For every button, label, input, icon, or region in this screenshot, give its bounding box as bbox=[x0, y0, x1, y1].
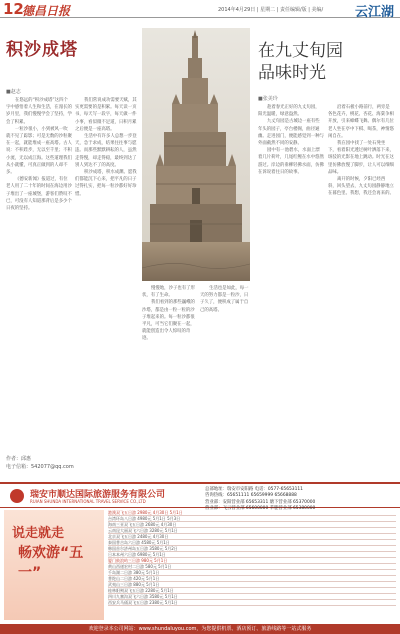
paragraph: 九丈旬园是古城边一座有些年头的园子，亭台楼阁，曲径通幽。走进园门，便能感觉到一种与外面截然不同的安静。 bbox=[258, 119, 324, 147]
ad-phone-line: 咨询热线：65651111 65659999 65668888 bbox=[205, 493, 297, 499]
paragraph: 园中有一池碧水，水面上漂着几片荷叶，几尾红鲤在水中悠然游过。岸边的垂柳轻拂水面，仿佛在诉说着往日的故事。 bbox=[258, 148, 324, 175]
paragraph: 我在园中找了一处石凳坐下，看着阳光透过树叶洒落下来，斑驳的光影在地上跳动。时光在这里仿佛放慢了脚步，让人可以细细品味。 bbox=[328, 141, 394, 175]
table-row: 桂林阳朔双飞五日游 2280元 5月1日 bbox=[108, 588, 396, 594]
paragraph: 积沙成塔，积水成渊。愿我们都能沉下心来，把平凡的日子过得扎实，把每一粒沙都好好珍惜。 bbox=[75, 170, 137, 197]
table-row: 云南昆大丽双飞六日游 3280元 5月1日 bbox=[108, 528, 396, 534]
ad-phone-line: 营业部：飞云营业部 65600000 莘塍营业部 65380000 bbox=[205, 506, 316, 512]
paragraph: 生活中有许多人总想一步登天，急于求成，结果往往事与愿违。而那些默默耕耘的人，虽然走得慢，却走得稳，最终到达了别人到达不了的高度。 bbox=[75, 134, 137, 168]
left-article-title: 积沙成塔 bbox=[6, 40, 78, 60]
table-row: 厦门鼓浪屿三日游 980元 5月1日 bbox=[108, 558, 396, 564]
paragraph: 沿着石板小路前行，两旁是各色花卉，桃花、杏花、海棠争相开放，引来蜂蝶飞舞。偶尔有几位老人坐在亭中下棋、喝茶，神情悠闲自在。 bbox=[328, 105, 394, 139]
paragraph: 生活也是如此，每一天的努力都是一粒沙，日子久了，便积成了属于自己的高塔。 bbox=[200, 286, 249, 313]
header-date-line: 2014年4月29日 | 星期二 | 责任编辑/版 | 美编/ bbox=[218, 7, 324, 13]
table-row: 港澳双飞五日游 2980元 4月30日 5月1日 bbox=[108, 510, 396, 516]
ad-promo-panel bbox=[4, 510, 104, 620]
table-row: 四川九寨沟双飞六日游 3580元 5月1日 bbox=[108, 594, 396, 600]
ad-phone-line: 总部地址：瑞安市安阳路 电话：0577-65653111 bbox=[205, 487, 303, 492]
right-article-title-line-2: 品味时光 bbox=[258, 63, 326, 83]
ad-contact-info bbox=[205, 487, 395, 513]
author-email: 电子信箱：542077@qq.com bbox=[6, 464, 74, 470]
section-title: 云江湖 bbox=[354, 5, 394, 20]
footer-banner: 欢迎登录本公司网站：www.shundaluyou.com，为您提供机票、酒店预订、旅游线路等一站式服务 bbox=[0, 624, 400, 634]
table-row: 台湾环岛八日游 4980元 5月1日 5月3日 bbox=[108, 516, 396, 522]
ad-phone-line: 营业部：安阳营业部 65653311 塘下营业部 65370000 bbox=[205, 499, 316, 505]
sand-castle-photo bbox=[142, 28, 250, 281]
table-row: 泰国普吉岛六日游 4580元 5月1日 bbox=[108, 540, 396, 546]
promo-subtitle: 畅欢游“五一” bbox=[18, 545, 84, 581]
paragraph: 慢慢地，沙子也有了形状，有了生命。 bbox=[142, 286, 195, 299]
ad-company-name-en: RUIAN SHUNDA INTERNATIONAL TRAVEL SERVICE CO.,LTD bbox=[30, 499, 146, 504]
table-row: 北京双飞五日游 2480元 4月30日 bbox=[108, 534, 396, 540]
promo-title: 说走就走 bbox=[12, 526, 65, 541]
table-row: 西安兵马俑双飞五日游 2380元 5月1日 bbox=[108, 600, 396, 606]
table-row: 黄山西递宏村二日游 580元 5月1日 bbox=[108, 564, 396, 570]
right-article-title-line-1: 在九丈旬园 bbox=[258, 41, 343, 61]
author-name: 作者：邱惠 bbox=[6, 456, 32, 462]
right-article-title bbox=[258, 40, 343, 84]
ad-header bbox=[0, 482, 400, 512]
paragraph: 趁着春光正好的九丈旬园，阳光温暖，绿意盎然。 bbox=[258, 105, 320, 118]
left-article-column-1 bbox=[6, 97, 72, 450]
table-row: 日本本州六日游 6980元 5月1日 bbox=[108, 552, 396, 558]
paragraph: 我们看到的那些巍峨的沙塔，都是由一粒一粒的沙子堆起来的。每一粒沙都很平凡，可当它们聚在一起，就能创造出令人惊叹的奇迹。 bbox=[142, 300, 195, 342]
company-logo-icon bbox=[10, 489, 24, 503]
paragraph: 在悠远的“积沙成塔”这四个字中感悟着人生和生活，在漫长的岁月里，我们慢慢学会了坚持，学会了积累。 bbox=[6, 98, 72, 125]
newspaper-name: 德昌日报 bbox=[22, 4, 71, 18]
ad-company-name: 瑞安市顺达国际旅游服务有限公司 bbox=[30, 490, 166, 500]
right-article-column-2 bbox=[328, 104, 394, 474]
table-row: 武夷山三日游 880元 5月1日 bbox=[108, 582, 396, 588]
right-article-column-1 bbox=[258, 104, 324, 474]
right-article-byline: ■张美玲 bbox=[258, 96, 278, 102]
left-article-byline: ■赵志 bbox=[6, 89, 21, 95]
paragraph: 我们常说成功需要天赋，其实更需要的是积累。每天读一页书，每天写一段字，每天做一件小事，看似微不足道，日积月累之后便是一座高塔。 bbox=[75, 98, 137, 132]
travel-ad bbox=[0, 482, 400, 634]
page-header bbox=[0, 0, 400, 18]
table-row: 千岛湖二日游 380元 5月1日 bbox=[108, 570, 396, 576]
ad-tour-table bbox=[108, 510, 396, 620]
author-info bbox=[6, 455, 74, 471]
table-row: 普陀山二日游 420元 5月1日 bbox=[108, 576, 396, 582]
paragraph: 一粒沙很小，小到被风一吹就不见了踪影；可是无数的沙粒聚在一起，就能堆成一座高塔。古人说：不积跬步，无以至千里；不积小流，无以成江海。这些道理我们从小就懂，可真正做到的人却不多。 bbox=[6, 126, 72, 176]
paragraph: 离开的时候，夕阳已经西斜，回头望去，九丈旬园静静地立在暮色里。我想，我还会再来的。 bbox=[328, 177, 394, 197]
table-row: 韩国首尔济州岛五日游 3580元 5月2日 bbox=[108, 546, 396, 552]
page-number: 12 bbox=[3, 0, 24, 18]
table-row: 海南三亚双飞五日游 2680元 4月30日 bbox=[108, 522, 396, 528]
paragraph: 《德安新闻》报道过，有位老人用了二十年的时间在海边用沙子堆出了一座城堡，游客们赞叹不已，可没有人知道那背后是多少个日夜的坚持。 bbox=[6, 177, 72, 212]
left-article-column-2 bbox=[75, 97, 139, 450]
